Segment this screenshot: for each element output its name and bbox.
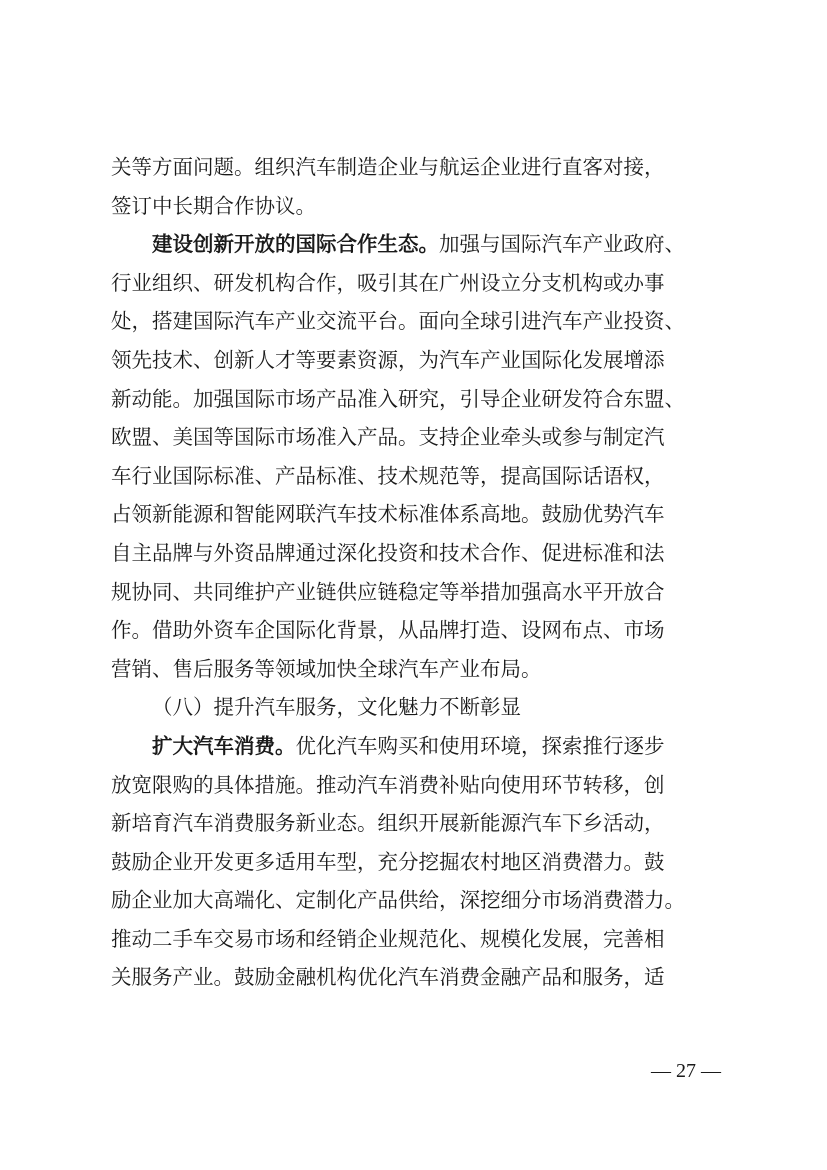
line-text: 加强与国际汽车产业政府、 [439,232,685,257]
line-text: 放宽限购的具体措施。推动汽车消费补贴向使用环节转移，创 [111,772,665,797]
text-line [111,804,721,843]
line-text: 签订中长期合作协议。 [111,193,316,218]
paragraph-start [111,225,721,264]
line-text: 车行业国际标准、产品标准、技术规范等，提高国际话语权， [111,463,665,488]
document-body [111,148,721,997]
section-heading-text: （八）提升汽车服务，文化魅力不断彰显 [152,695,521,720]
text-line [111,573,721,612]
text-line [111,457,721,496]
page-number: — 27 — [651,1060,721,1082]
line-text: 优化汽车购买和使用环境，探索推行逐步 [295,733,665,758]
section-heading [111,688,721,727]
text-line [111,302,721,341]
text-line [111,418,721,457]
paragraph-start [111,727,721,766]
line-text: 新动能。加强国际市场产品准入研究，引导企业研发符合东盟、 [111,386,685,411]
text-line [111,264,721,303]
line-text: 行业组织、研发机构合作，吸引其在广州设立分支机构或办事 [111,270,665,295]
text-line [111,920,721,959]
line-text: 作。借助外资车企国际化背景，从品牌打造、设网布点、市场 [111,618,665,643]
line-text: 占领新能源和智能网联汽车技术标准体系高地。鼓励优势汽车 [111,502,665,527]
text-line [111,495,721,534]
text-line [111,341,721,380]
line-text: 自主品牌与外资品牌通过深化投资和技术合作、促进标准和法 [111,540,665,565]
line-text: 领先技术、创新人才等要素资源，为汽车产业国际化发展增添 [111,347,665,372]
line-text: 处，搭建国际汽车产业交流平台。面向全球引进汽车产业投资、 [111,309,685,334]
text-line [111,611,721,650]
text-line [111,187,721,226]
text-line [111,380,721,419]
line-text: 关等方面问题。组织汽车制造企业与航运企业进行直客对接， [111,155,665,179]
line-text: 规协同、共同维护产业链供应链稳定等举措加强高水平开放合 [111,579,665,604]
line-text: 励企业加大高端化、定制化产品供给，深挖细分市场消费潜力。 [111,888,685,913]
line-text: 鼓励企业开发更多适用车型，充分挖掘农村地区消费潜力。鼓 [111,849,665,874]
text-line [111,148,721,187]
line-text: 营销、售后服务等领域加快全球汽车产业布局。 [111,656,542,681]
text-line [111,650,721,689]
text-line [111,958,721,997]
line-text: 关服务产业。鼓励金融机构优化汽车消费金融产品和服务，适 [111,965,665,990]
line-text: 推动二手车交易市场和经销企业规范化、规模化发展，完善相 [111,926,665,951]
text-line [111,881,721,920]
paragraph-lead: 扩大汽车消费。 [152,733,296,758]
line-text: 新培育汽车消费服务新业态。组织开展新能源汽车下乡活动， [111,811,665,836]
text-line [111,843,721,882]
line-text: 欧盟、美国等国际市场准入产品。支持企业牵头或参与制定汽 [111,425,665,450]
text-line [111,534,721,573]
text-line [111,766,721,805]
paragraph-lead: 建设创新开放的国际合作生态。 [152,232,439,257]
